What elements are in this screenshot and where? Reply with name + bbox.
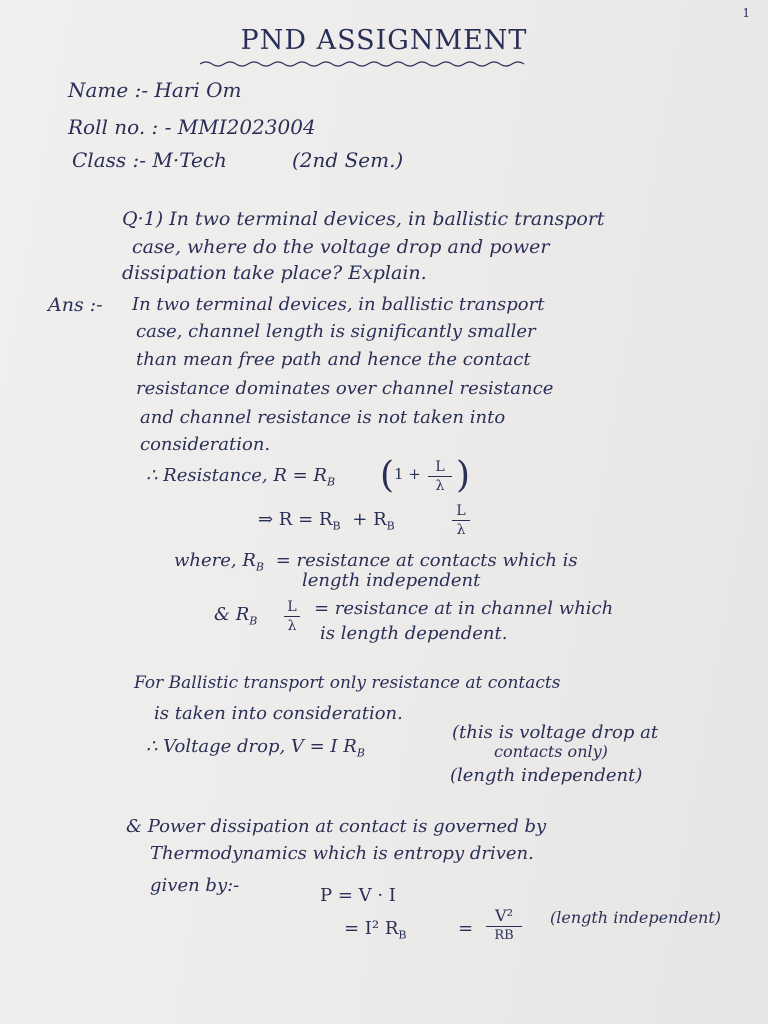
where-channel-r-sub: B xyxy=(249,614,258,628)
power-line-2: Thermodynamics which is entropy driven. xyxy=(150,843,534,864)
answer-label: Ans :- xyxy=(48,294,103,316)
resistance-expanded-equation xyxy=(258,511,395,532)
answer-line-4: resistance dominates over channel resistance xyxy=(136,378,554,399)
eq2-frac-num: L xyxy=(456,503,466,519)
question-line-3: dissipation take place? Explain. xyxy=(122,262,427,284)
answer-line-2: case, channel length is significantly smaller xyxy=(136,321,536,342)
eq2-plus: + R xyxy=(352,509,387,530)
voltage-note-1: (this is voltage drop at xyxy=(452,722,659,743)
resistance-eq-sub: B xyxy=(326,475,336,489)
where-l-over-lambda xyxy=(284,600,300,633)
power-equation-2 xyxy=(344,920,407,941)
eq2-frac-den: λ xyxy=(456,522,466,538)
resistance-eq-open-paren: ( xyxy=(380,455,395,496)
answer-line-6: consideration. xyxy=(140,434,271,455)
resistance-eq-lhs: ∴ Resistance, R = R xyxy=(146,465,327,486)
power-equals: = xyxy=(458,918,474,939)
resistance-eq-one-plus: 1 + xyxy=(394,465,421,483)
where-channel-r: & R xyxy=(214,604,250,625)
eq2-sub2: B xyxy=(386,519,395,533)
where-frac-den: λ xyxy=(287,618,297,634)
student-roll-number: Roll no. : - MMI2023004 xyxy=(68,115,316,139)
eq2-l-over-lambda xyxy=(452,504,470,537)
fraction-numerator: L xyxy=(435,459,445,475)
power-frac-den: RB xyxy=(494,928,514,943)
power-frac-bar xyxy=(486,926,522,927)
power-line-3: given by:- xyxy=(150,875,240,896)
answer-line-1: In two terminal devices, in ballistic transport xyxy=(132,294,545,315)
where-line-4: is length dependent. xyxy=(320,623,508,644)
question-line-1: Q·1) In two terminal devices, in ballistic transport xyxy=(122,208,605,230)
where-rb-definition: = resistance at contacts which is xyxy=(275,550,578,571)
ballistic-line-2: is taken into consideration. xyxy=(154,703,403,724)
eq2-sub1: B xyxy=(332,519,341,533)
where-frac-num: L xyxy=(287,599,297,615)
student-name: Name :- Hari Om xyxy=(68,78,242,102)
voltage-eq: ∴ Voltage drop, V = I R xyxy=(146,736,357,757)
where-line-2: length independent xyxy=(302,570,481,591)
page-number: 1 xyxy=(742,6,750,20)
voltage-eq-sub: B xyxy=(356,746,365,760)
power-i2rb-sub: B xyxy=(398,928,407,942)
where-rb-sub: B xyxy=(255,560,264,574)
voltage-equation xyxy=(146,738,365,759)
where-frac-bar xyxy=(284,616,300,617)
power-frac-num: V² xyxy=(495,906,513,925)
power-equation-1: P = V · I xyxy=(320,885,396,906)
eq2-lhs: ⇒ R = R xyxy=(258,509,333,530)
where-line-3 xyxy=(214,606,257,627)
where-rb: where, R xyxy=(174,550,256,571)
answer-line-5: and channel resistance is not taken into xyxy=(140,407,506,428)
answer-line-3: than mean free path and hence the contact xyxy=(136,349,531,370)
resistance-equation xyxy=(146,467,335,488)
ballistic-line-1: For Ballistic transport only resistance at contacts xyxy=(134,673,561,693)
fraction-bar xyxy=(428,476,452,477)
title-wavy-underline xyxy=(200,60,530,68)
student-class: Class :- M·Tech xyxy=(72,148,227,172)
power-i2rb: = I² R xyxy=(344,918,399,939)
power-v2-over-rb xyxy=(486,908,522,942)
question-line-2: case, where do the voltage drop and power xyxy=(132,236,550,258)
l-over-lambda-fraction xyxy=(428,460,452,493)
assignment-title: PND ASSIGNMENT xyxy=(240,25,528,56)
eq2-frac-bar xyxy=(452,520,470,521)
student-semester: (2nd Sem.) xyxy=(292,148,404,172)
resistance-eq-close-paren: ) xyxy=(456,455,471,496)
power-note: (length independent) xyxy=(550,908,722,927)
fraction-denominator: λ xyxy=(435,478,445,494)
power-line-1: & Power dissipation at contact is governed by xyxy=(126,816,547,837)
voltage-note-3: (length independent) xyxy=(450,765,643,786)
voltage-note-2: contacts only) xyxy=(494,742,608,761)
where-line-3-definition: = resistance at in channel which xyxy=(314,598,614,619)
